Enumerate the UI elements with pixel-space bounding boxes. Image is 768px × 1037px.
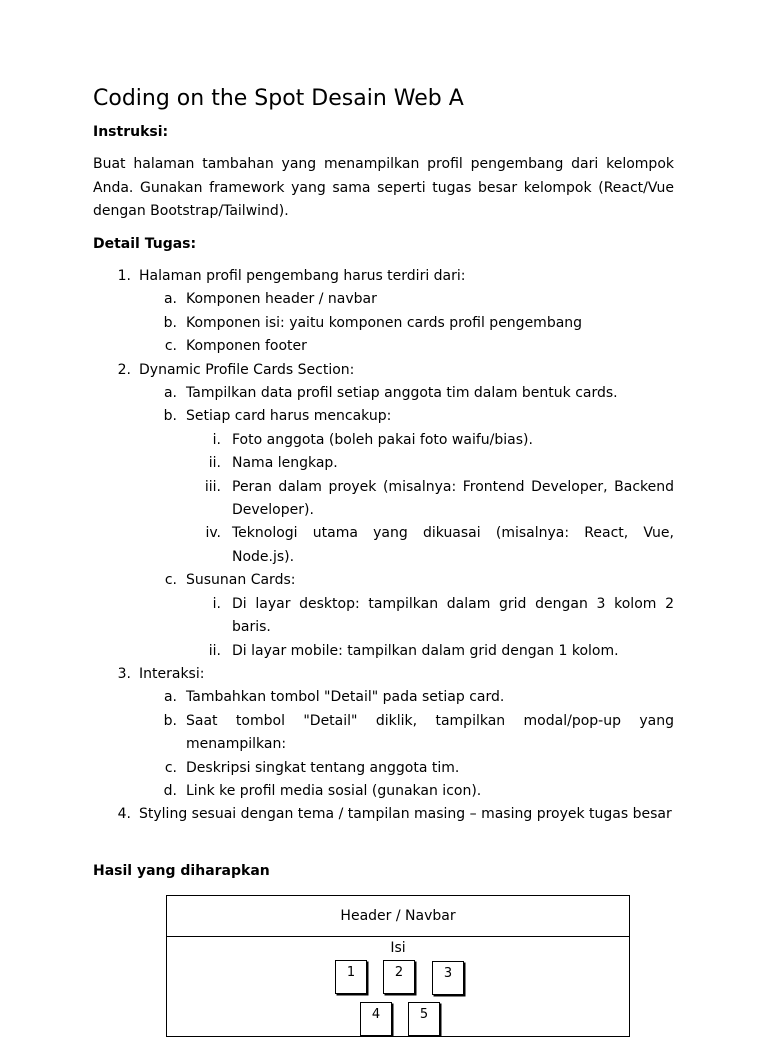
document-title: Coding on the Spot Desain Web A [93,86,464,111]
task-item-level-3 [0,640,768,663]
task-text: Tampilkan data profil setiap anggota tim dalam bentuk cards. [186,385,618,402]
task-text: Tambahkan tombol "Detail" pada setiap card. [186,689,505,706]
task-text: Susunan Cards: [186,572,296,589]
task-text: Link ke profil media sosial (gunakan icon). [186,782,482,799]
hasil-heading: Hasil yang diharapkan [93,863,270,879]
list-marker: ii. [208,455,221,472]
list-marker: a. [163,385,177,402]
list-marker: b. [163,408,177,425]
task-item-level-1 [0,265,768,288]
task-text: Deskripsi singkat tentang anggota tim. [186,759,460,776]
task-text: Foto anggota (boleh pakai foto waifu/bias). [232,431,533,448]
task-text: Styling sesuai dengan tema / tampilan masing – masing proyek tugas besar [139,806,672,823]
list-marker: a. [163,291,177,308]
instruksi-paragraph: Buat halaman tambahan yang menampilkan profil pengembang dari kelompok Anda. Gunakan framework yang sama seperti tugas besar kelompok (React/Vue dengan Bootstrap/Tailwind). [93,156,674,219]
task-item-level-1 [0,803,768,826]
list-marker: i. [212,431,221,448]
task-item-level-2 [0,335,768,358]
diagram-card-box: 5 [408,1002,440,1036]
task-item-level-2 [0,382,768,405]
list-marker: iv. [205,525,221,542]
task-text: Saat tombol "Detail" diklik, tampilkan modal/pop-up yang menampilkan: [186,712,674,753]
task-item-level-2 [0,686,768,709]
task-item-level-1 [0,663,768,686]
list-marker: i. [212,595,221,612]
task-text: Peran dalam proyek (misalnya: Frontend Developer, Backend Developer). [232,478,674,519]
task-item-level-3 [0,429,768,452]
list-marker: d. [163,782,177,799]
task-item-level-3 [0,593,768,640]
list-marker: 3. [117,665,131,682]
list-marker: c. [164,572,177,589]
task-text: Dynamic Profile Cards Section: [139,361,355,378]
diagram-card-box: 3 [432,961,464,995]
task-item-level-2 [0,312,768,335]
task-text: Setiap card harus mencakup: [186,408,392,425]
layout-diagram [166,895,630,1037]
diagram-header-navbar: Header / Navbar [167,896,629,937]
task-item-level-2 [0,710,768,757]
task-text: Teknologi utama yang dikuasai (misalnya: React, Vue, Node.js). [232,525,674,565]
task-list [0,265,768,827]
task-item-level-2 [0,288,768,311]
diagram-card-box: 1 [335,960,367,994]
task-text: Di layar desktop: tampilkan dalam grid dengan 3 kolom 2 baris. [232,595,674,636]
task-text: Komponen header / navbar [186,291,377,308]
task-text: Nama lengkap. [232,455,338,472]
task-item-level-3 [0,476,768,523]
list-marker: b. [163,712,177,729]
list-marker: a. [163,689,177,706]
task-text: Interaksi: [139,665,205,682]
instruksi-heading: Instruksi: [93,124,169,140]
diagram-card-box: 4 [360,1002,392,1036]
list-marker: 4. [117,806,131,823]
detail-tugas-heading: Detail Tugas: [93,236,197,252]
task-item-level-2 [0,757,768,780]
list-marker: ii. [208,642,221,659]
task-item-level-2 [0,569,768,592]
task-item-level-3 [0,522,768,569]
list-marker: iii. [204,478,221,495]
task-item-level-3 [0,452,768,475]
task-text: Di layar mobile: tampilkan dalam grid dengan 1 kolom. [232,642,619,659]
list-marker: c. [164,338,177,355]
task-text: Halaman profil pengembang harus terdiri dari: [139,268,466,284]
diagram-card-box: 2 [383,960,415,994]
task-text: Komponen footer [186,338,307,355]
task-item-level-1 [0,359,768,382]
list-marker: 1. [117,268,131,284]
task-item-level-2 [0,405,768,428]
task-text: Komponen isi: yaitu komponen cards profil pengembang [186,314,583,331]
list-marker: b. [163,314,177,331]
task-item-level-2 [0,780,768,803]
list-marker: 2. [117,361,131,378]
diagram-isi-label: Isi [390,940,406,956]
list-marker: c. [164,759,177,776]
